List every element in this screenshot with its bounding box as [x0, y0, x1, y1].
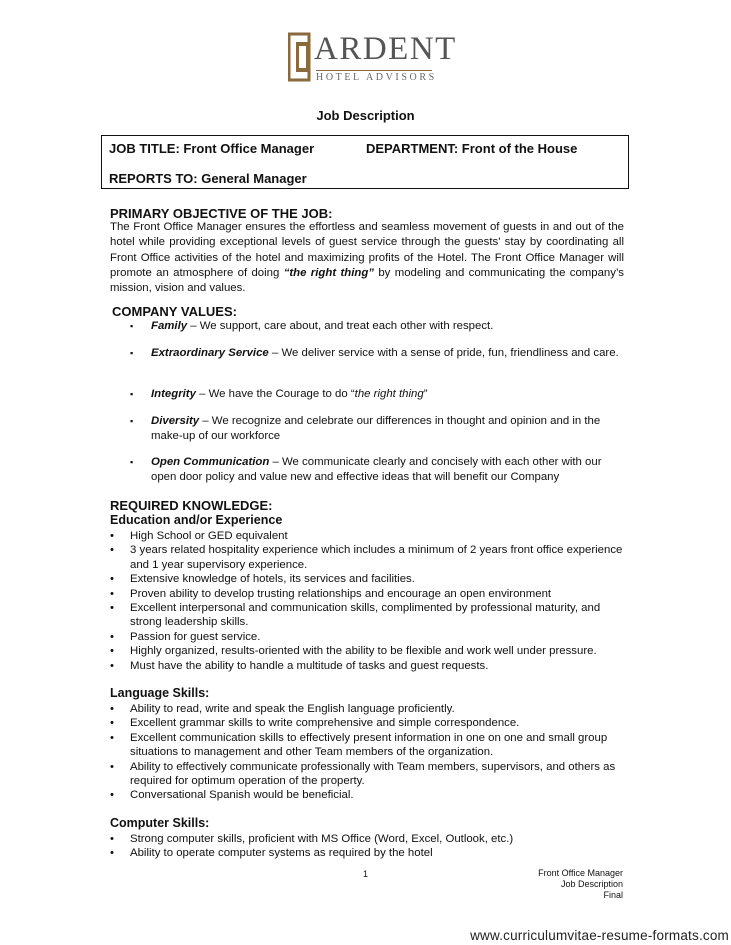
list-item-text: Excellent grammar skills to write comprehensive and simple correspondence.	[130, 717, 520, 730]
list-item	[110, 587, 630, 601]
bullet-dot-icon: •	[110, 760, 114, 773]
list-item	[110, 601, 630, 630]
bullet-dot-icon: •	[110, 659, 114, 672]
value-label: Family	[151, 320, 188, 332]
language-heading: Language Skills:	[110, 686, 210, 700]
value-text: – We communicate clearly and concisely with each other with our open door policy and value new and effective ideas that will benefit our Company	[151, 456, 602, 483]
list-item-text: Ability to read, write and speak the English language proficiently.	[130, 703, 455, 715]
list-item-text: Extensive knowledge of hotels, its services and facilities.	[130, 573, 415, 586]
list-item-text: High School or GED equivalent	[130, 530, 288, 542]
value-text-tail: ”	[423, 388, 428, 400]
list-item	[110, 543, 630, 572]
bullet-dot-icon: •	[110, 645, 114, 658]
objective-heading: PRIMARY OBJECTIVE OF THE JOB:	[110, 206, 333, 221]
document-title: Job Description	[316, 108, 415, 123]
bullet-dot-icon: •	[110, 602, 114, 615]
education-list	[110, 529, 630, 673]
list-item	[110, 659, 630, 673]
list-item	[110, 832, 630, 846]
objective-text-end: by modeling and communicating the company’s mission, vision and values.	[110, 266, 624, 295]
language-list	[110, 702, 630, 803]
list-item	[110, 716, 630, 730]
value-label: Open Communication	[151, 456, 270, 468]
bullet-dot-icon: •	[110, 847, 114, 860]
value-label: Extraordinary Service	[151, 347, 269, 359]
bullet-dot-icon: •	[110, 630, 114, 643]
list-item-text: Ability to operate computer systems as required by the hotel	[130, 847, 433, 860]
list-item	[110, 846, 630, 860]
knowledge-heading: REQUIRED KNOWLEDGE:	[110, 498, 273, 513]
list-item	[110, 572, 630, 586]
logo-wordmark: ARDENT	[314, 31, 457, 67]
bullet-dot-icon: •	[110, 530, 114, 542]
education-heading: Education and/or Experience	[110, 513, 283, 527]
logo-divider	[316, 70, 432, 71]
list-item	[110, 731, 630, 760]
bullet-dot-icon: •	[110, 717, 114, 730]
footer-line: Job Description	[560, 879, 623, 889]
list-item-text: Excellent communication skills to effectively present information in one on one and small group situations to management and other Team members of the organization.	[130, 731, 608, 759]
job-title: JOB TITLE: Front Office Manager	[109, 141, 315, 156]
value-text: – We recognize and celebrate our differences in thought and opinion and in the make-up of our workforce	[151, 415, 601, 442]
square-bullet-icon: ▪	[130, 321, 134, 331]
department: DEPARTMENT: Front of the House	[366, 141, 578, 156]
objective-paragraph	[110, 220, 624, 296]
objective-text-start: The Front Office Manager ensures the effortless and seamless movement of guests in and out of the hotel while providing exceptional levels of guest service through the guests' stay by coordinating all Front Office activities of the hotel and maximizing profits of the Hotel. The Front Office Manager will promote an atmosphere of doing	[110, 221, 624, 279]
objective-emphasis: “the right thing”	[283, 266, 374, 279]
company-logo	[288, 30, 457, 85]
footer-line: Final	[603, 890, 623, 900]
list-item-text: Highly organized, results-oriented with the ability to be flexible and work well under pressure.	[130, 645, 597, 658]
value-text-italic: the right thing	[354, 388, 424, 400]
page-number: 1	[363, 869, 369, 879]
list-item	[110, 760, 630, 789]
value-label: Diversity	[151, 415, 200, 427]
list-item	[110, 644, 630, 658]
list-item-text: Ability to effectively communicate professionally with Team members, supervisors, and others as required for optimum operation of the property.	[130, 760, 616, 788]
list-item-text: Must have the ability to handle a multitude of tasks and guest requests.	[130, 659, 489, 672]
values-heading: COMPANY VALUES:	[112, 304, 237, 319]
value-text: – We have the Courage to do “	[195, 388, 355, 400]
list-item-text: Conversational Spanish would be beneficial.	[130, 789, 354, 802]
job-info-box	[101, 135, 629, 189]
footer-line: Front Office Manager	[538, 868, 623, 878]
list-item-text: Excellent interpersonal and communication skills, complimented by professional maturity, and strong leadership skills.	[130, 602, 601, 629]
bullet-dot-icon: •	[110, 573, 114, 586]
square-bullet-icon: ▪	[130, 389, 134, 399]
bullet-dot-icon: •	[110, 789, 114, 802]
value-text: – We deliver service with a sense of pride, fun, friendliness and care.	[268, 347, 619, 359]
logo-emblem-icon	[288, 32, 312, 82]
computer-heading: Computer Skills:	[110, 816, 210, 830]
value-text: – We support, care about, and treat each other with respect.	[187, 320, 494, 332]
list-item	[110, 630, 630, 644]
logo-tagline: HOTEL ADVISORS	[316, 72, 437, 83]
list-item-text: Proven ability to develop trusting relationships and encourage an open environment	[130, 587, 552, 600]
watermark-url: www.curriculumvitae-resume-formats.com	[470, 928, 729, 943]
bullet-dot-icon: •	[110, 544, 114, 557]
list-item-text: 3 years related hospitality experience which includes a minimum of 2 years front office experience and 1 year supervisory experience.	[130, 544, 623, 571]
bullet-dot-icon: •	[110, 703, 114, 715]
square-bullet-icon: ▪	[130, 348, 134, 358]
list-item	[110, 529, 630, 543]
bullet-dot-icon: •	[110, 833, 114, 845]
list-item	[110, 788, 630, 802]
bullet-dot-icon: •	[110, 731, 114, 744]
list-item-text: Strong computer skills, proficient with MS Office (Word, Excel, Outlook, etc.)	[130, 833, 514, 845]
list-item-text: Passion for guest service.	[130, 630, 261, 643]
bullet-dot-icon: •	[110, 587, 114, 600]
footer-doc-info	[538, 868, 623, 901]
reports-to: REPORTS TO: General Manager	[109, 171, 307, 186]
computer-list	[110, 832, 630, 861]
list-item	[110, 702, 630, 716]
value-label: Integrity	[151, 388, 196, 400]
square-bullet-icon: ▪	[130, 457, 134, 467]
square-bullet-icon: ▪	[130, 416, 134, 426]
